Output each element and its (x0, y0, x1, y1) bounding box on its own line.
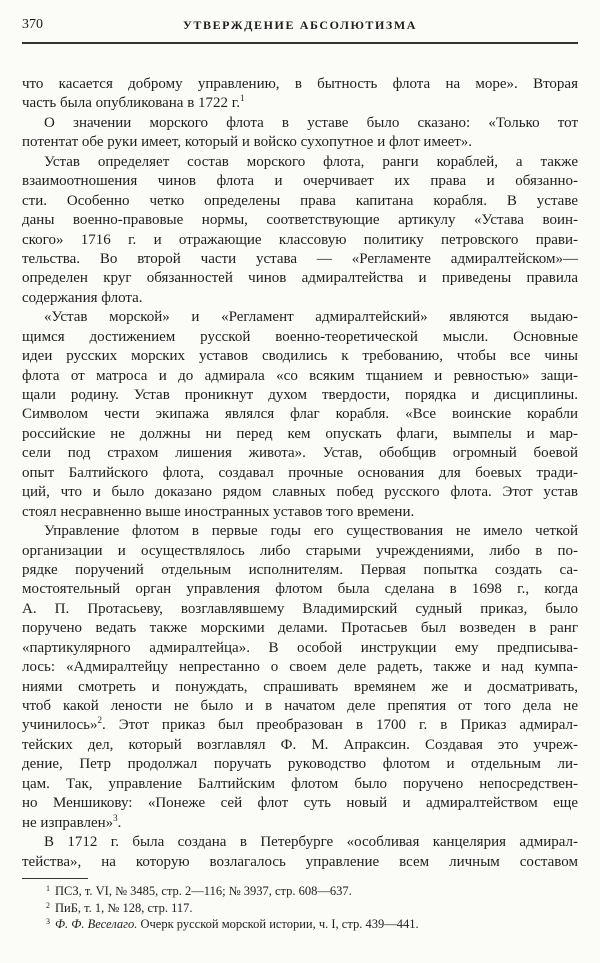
line-text: стоял несравненно выше иностранных уставов того времени. (22, 503, 415, 520)
footnote-number: 1 (46, 884, 50, 893)
line-text: флота от матроса и до адмирала «со всяким тщанием и ревностью» защи- (22, 367, 578, 384)
text-line (22, 600, 578, 619)
text-line (22, 75, 578, 94)
line-text: рядке поручений отдельным исполнителям. Первая попытка создать са- (22, 561, 578, 578)
line-text: но Меншикову: «Понеже сей флот суть новый и адмиралтейством еще (22, 795, 578, 812)
line-text: В 1712 г. была создана в Петербурге «особливая канцелярия адмирал- (44, 834, 578, 851)
page-number: 370 (22, 17, 43, 32)
text-line (22, 231, 578, 250)
text-line (22, 153, 578, 172)
text-line (22, 775, 578, 794)
text-line (22, 716, 578, 735)
line-text: не изправлен» (22, 814, 114, 831)
text-line (22, 269, 578, 288)
line-text: лось: «Адмиралтейцу непрестанно о своем деле радеть, также и над кумпа- (22, 659, 578, 676)
text-line (22, 94, 578, 113)
text-line (22, 405, 578, 424)
text-line (22, 697, 578, 716)
text-line (22, 211, 578, 230)
text-line (22, 192, 578, 211)
line-text: сти. Особенно четко определены права капитана корабля. В уставе (22, 192, 578, 209)
line-text: . (117, 814, 122, 831)
text-line (22, 483, 578, 502)
text-line (22, 542, 578, 561)
header-rule (22, 42, 578, 44)
line-text: щимся достижением русской военно-теоретической мысли. Основные (22, 328, 578, 345)
line-text: сели под страхом лишения живота». Устав, обобщив огромный боевой (22, 445, 578, 462)
text-line (22, 580, 578, 599)
footnote-text: Очерк русской морской истории, ч. I, стр. 439—441. (137, 917, 419, 931)
text-line (22, 289, 578, 308)
line-text: чтоб какой лености не было и в начатом деле препятия от того дела не (22, 698, 578, 714)
line-text: А. П. Протасьеву, возглавлявшему Владимирский судный приказ, было (22, 600, 578, 617)
text-line (22, 853, 578, 872)
line-text: цам. Так, управление Балтийским флотом было поручено непосредствен- (22, 775, 578, 792)
text-line (22, 367, 578, 386)
text-line (22, 464, 578, 483)
text-line (22, 755, 578, 774)
line-text: Управление флотом в первые годы его существования не имело четкой (44, 523, 578, 540)
line-text: дение, Петр продолжал поручать руководство флотом и отдельным ли- (22, 756, 578, 773)
footnotes (46, 883, 566, 933)
text-line (22, 561, 578, 580)
text-line (22, 347, 578, 366)
text-line (22, 639, 578, 658)
footnote-author: Ф. Ф. Веселаго. (55, 917, 138, 931)
footnote-ref: 3 (113, 812, 118, 823)
line-text: «Устав морской» и «Регламент адмиралтейский» являются выдаю- (44, 309, 578, 326)
footnote-text: ПСЗ, т. VI, № 3485, стр. 2—116; № 3937, стр. 608—637. (55, 884, 352, 898)
text-line (22, 619, 578, 638)
text-line (22, 814, 578, 833)
text-line (22, 114, 578, 133)
line-text: ского» 1716 г. и отражающие классовую политику петровского прави- (22, 231, 578, 248)
line-text: Устав определяет состав морского флота, ранги кораблей, а также (44, 153, 578, 170)
body-text (22, 75, 578, 872)
line-text: тельства. Во второй части устава — «Регламенте адмиралтейском»— (22, 250, 578, 267)
running-header (22, 17, 578, 37)
line-text: часть была опубликована в 1722 г. (22, 95, 241, 112)
text-line (22, 328, 578, 347)
line-text: определен круг обязанностей чинов адмиралтейства и приведены правила (22, 270, 578, 287)
line-text: идеи русских морских уставов сводились к требованию, чтобы все чины (22, 348, 578, 365)
text-line (22, 386, 578, 405)
line-text: потентат обе руки имеет, который и войско сухопутное и флот имеет». (22, 134, 473, 151)
footnote (46, 883, 566, 900)
footnote-text: ПиБ, т. 1, № 128, стр. 117. (55, 900, 193, 915)
footnote (46, 916, 566, 933)
footnote-number: 2 (46, 900, 50, 910)
line-text: тейства», на которую возлагалось управление всем личным составом (22, 853, 578, 870)
line-text: даны военно-правовые нормы, соответствующие артикулу «Устава воин- (22, 212, 578, 229)
text-line (22, 250, 578, 269)
line-text: «партикулярного адмиралтейца». В особой инструкции ему предписыва- (22, 639, 578, 656)
line-text: содержания флота. (22, 289, 143, 306)
line-text: что касается доброму управлению, в бытность флота на море». Вторая (22, 76, 578, 92)
line-text: взаимоотношения чинов флота и очерчивает их права и обязанно- (22, 173, 578, 190)
line-text: ций, что и было доказано рядом славных побед русского флота. Этот устав (22, 484, 578, 501)
line-text: Символом чести экипажа являлся флаг корабля. «Все воинские корабли (22, 406, 578, 423)
text-line (22, 133, 578, 152)
text-line (22, 678, 578, 697)
text-line (22, 425, 578, 444)
text-line (22, 503, 578, 522)
line-text: организации и осуществлялось либо старыми учреждениями, либо в по- (22, 542, 578, 559)
footnote-ref: 1 (240, 93, 245, 104)
line-text: тейских дел, который возглавлял Ф. М. Апраксин. Создавая это учреж- (22, 736, 578, 753)
line-text: российские не должны ни перед кем опускать флаги, вымпелы и мар- (22, 425, 578, 442)
line-text: . Этот приказ был преобразован в 1700 г. в Приказ адмирал- (101, 717, 578, 734)
text-line (22, 522, 578, 541)
footnote (46, 900, 566, 917)
footnote-ref: 2 (97, 715, 102, 726)
text-line (22, 308, 578, 327)
line-text: учинилось» (22, 717, 98, 734)
line-text: О значении морского флота в уставе было сказано: «Только тот (44, 114, 578, 131)
line-text: мостоятельный орган управления флотом была сделана в 1698 г., когда (22, 581, 578, 598)
footnote-rule (22, 878, 88, 879)
line-text: поручено ведать также морскими делами. Протасьев был возведен в ранг (22, 620, 578, 637)
text-line (22, 794, 578, 813)
line-text: ниями смотреть и понуждать, спрашивать времянем же и досматривать, (22, 678, 578, 695)
text-line (22, 444, 578, 463)
text-line (22, 736, 578, 755)
line-text: щали родину. Устав проникнут духом твердости, порядка и дисциплины. (22, 387, 578, 403)
text-line (22, 658, 578, 677)
text-line (22, 833, 578, 852)
footnote-number: 3 (46, 917, 50, 926)
text-line (22, 172, 578, 191)
running-title: УТВЕРЖДЕНИЕ АБСОЛЮТИЗМА (182, 18, 418, 32)
line-text: опыт Балтийского флота, создавал прочные основания для боевых тради- (22, 464, 578, 481)
